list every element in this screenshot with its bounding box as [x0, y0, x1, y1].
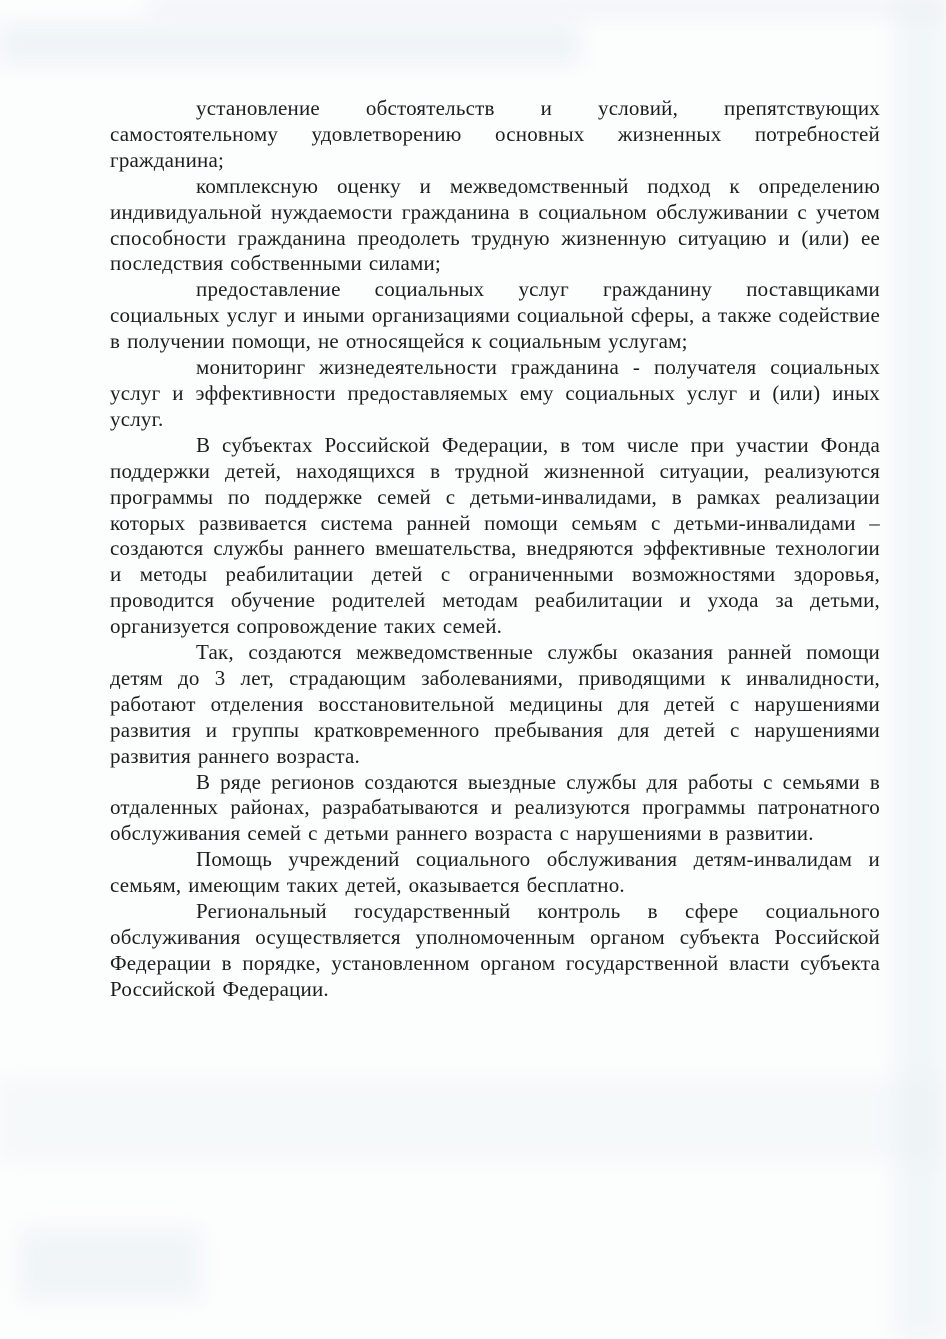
- paragraph-early-help-services: Так, создаются межведомственные службы оказания ранней помощи детям до 3 лет, страдающим заболеваниями, приводящими к инвалидности, работают отделения восстановительной медицины для детей с нарушениями развития и группы кратковременного пребывания для детей с нарушениями развития раннего возраста.: [110, 640, 880, 768]
- paragraph-regional-state-control: Региональный государственный контроль в сфере социального обслуживания осуществляется уполномоченным органом субъекта Российской Федерации в порядке, установленном органом государственной власти субъекта Российской Федерации.: [110, 899, 880, 1001]
- paragraph-free-assistance: Помощь учреждений социального обслуживания детям-инвалидам и семьям, имеющим таких детей, оказывается бесплатно.: [110, 847, 880, 898]
- paragraph-provision-of-services: предоставление социальных услуг гражданину поставщиками социальных услуг и иными организациями социальной сферы, а также содействие в получении помощи, не относящейся к социальным услугам;: [110, 277, 880, 354]
- scan-texture-right-edge: [896, 0, 946, 1339]
- document-text-block: [110, 96, 880, 1003]
- paragraph-comprehensive-assessment: комплексную оценку и межведомственный подход к определению индивидуальной нуждаемости гражданина в социальном обслуживании с учетом способности гражданина преодолеть трудную жизненную ситуацию и (или) ее последствия собственными силами;: [110, 173, 880, 276]
- scan-texture-lower: [0, 1080, 946, 1160]
- paragraph-establishing-circumstances: установление обстоятельств и условий, препятствующих самостоятельному удовлетворению основных жизненных потребностей гражданина;: [110, 96, 880, 172]
- scan-texture-bottom-left: [20, 1230, 200, 1300]
- scan-texture-top-left: [0, 24, 580, 64]
- scan-texture-top: [150, 0, 946, 14]
- paragraph-mobile-services: В ряде регионов создаются выездные службы для работы с семьями в отдаленных районах, разрабатываются и реализуются программы патронатного обслуживания семей с детьми раннего возраста с нарушениями в развитии.: [110, 769, 880, 846]
- paragraph-regional-programs: В субъектах Российской Федерации, в том числе при участии Фонда поддержки детей, находящихся в трудной жизненной ситуации, реализуются программы по поддержке семей с детьми-инвалидами, в рамках реализации которых развивается система ранней помощи семьям с детьми-инвалидами – создаются службы раннего вмешательства, внедряются эффективные технологии и методы реабилитации детей с ограниченными возможностями здоровья, проводится обучение родителей методам реабилитации и ухода за детьми, организуется сопровождение таких семей.: [110, 432, 880, 639]
- paragraph-monitoring: мониторинг жизнедеятельности гражданина - получателя социальных услуг и эффективности предоставляемых ему социальных услуг и (или) иных услуг.: [110, 355, 880, 431]
